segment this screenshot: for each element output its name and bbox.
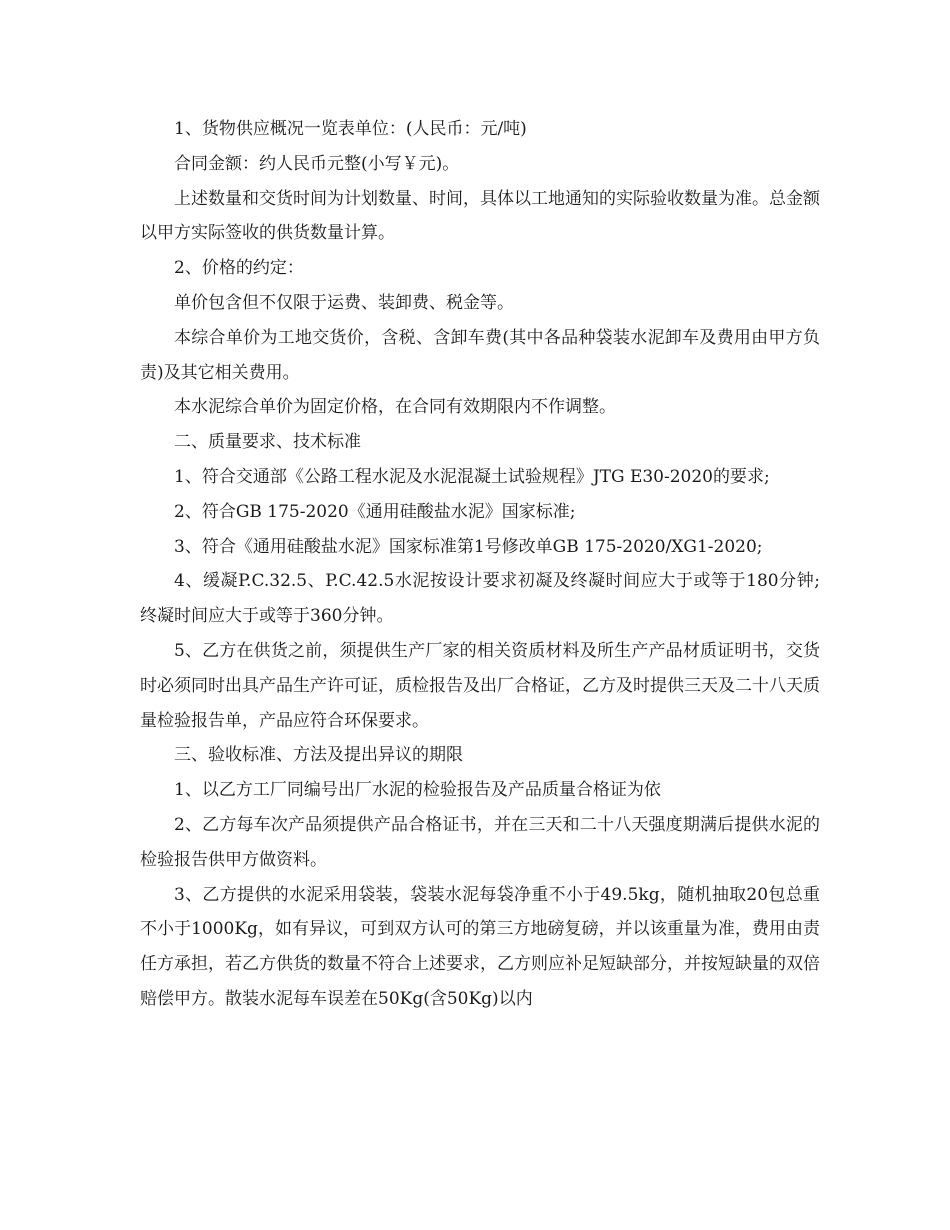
paragraph-supply-overview: 1、货物供应概况一览表单位：(人民币：元/吨) [174, 119, 527, 139]
paragraph-price-heading: 2、价格的约定： [174, 258, 304, 279]
section-heading-quality: 二、质量要求、技术标准 [174, 432, 361, 453]
paragraph-quality-3: 3、符合《通用硅酸盐水泥》国家标准第1号修改单GB 175-2020/XG1-2020; [174, 536, 763, 557]
paragraph-delivery-price: 本综合单价为工地交货价，含税、含卸车费(其中各品种袋装水泥卸车及费用由甲方负责)及其它相关费用。 [140, 327, 820, 383]
paragraph-acceptance-3: 3、乙方提供的水泥采用袋装，袋装水泥每袋净重不小于49.5kg，随机抽取20包总重不小于1000Kg，如有异议，可到双方认可的第三方地磅复磅，并以该重量为准，费用由责任方承担，若乙方供货的数量不符合上述要求，乙方则应补足短缺部分，并按短缺量的双倍赔偿甲方。散装水泥每车误差在50Kg(含50Kg)以内 [140, 884, 820, 1009]
section-heading-acceptance: 三、验收标准、方法及提出异议的期限 [174, 745, 463, 766]
document-body [140, 112, 820, 1017]
paragraph-quality-2: 2、符合GB 175-2020《通用硅酸盐水泥》国家标准; [174, 501, 576, 522]
paragraph-acceptance-1: 1、以乙方工厂同编号出厂水泥的检验报告及产品质量合格证为依 [174, 780, 661, 801]
paragraph-quality-1: 1、符合交通部《公路工程水泥及水泥混凝土试验规程》JTG E30-2020的要求; [174, 466, 770, 487]
paragraph-price-includes: 单价包含但不仅限于运费、装卸费、税金等。 [174, 292, 514, 313]
paragraph-contract-amount: 合同金额：约人民币元整(小写￥元)。 [174, 153, 460, 174]
paragraph-fixed-price: 本水泥综合单价为固定价格，在合同有效期限内不作调整。 [174, 397, 616, 418]
paragraph-acceptance-2: 2、乙方每车次产品须提供产品合格证书，并在三天和二十八天强度期满后提供水泥的检验报告供甲方做资料。 [140, 814, 820, 870]
paragraph-quality-5: 5、乙方在供货之前，须提供生产厂家的相关资质材料及所生产产品材质证明书，交货时必须同时出具产品生产许可证，质检报告及出厂合格证，乙方及时提供三天及二十八天质量检验报告单，产品应符合环保要求。 [140, 640, 820, 731]
paragraph-quantity-note: 上述数量和交货时间为计划数量、时间，具体以工地通知的实际验收数量为准。总金额以甲方实际签收的供货数量计算。 [140, 188, 820, 244]
paragraph-quality-4: 4、缓凝P.C.32.5、P.C.42.5水泥按设计要求初凝及终凝时间应大于或等于180分钟;终凝时间应大于或等于360分钟。 [140, 571, 820, 627]
